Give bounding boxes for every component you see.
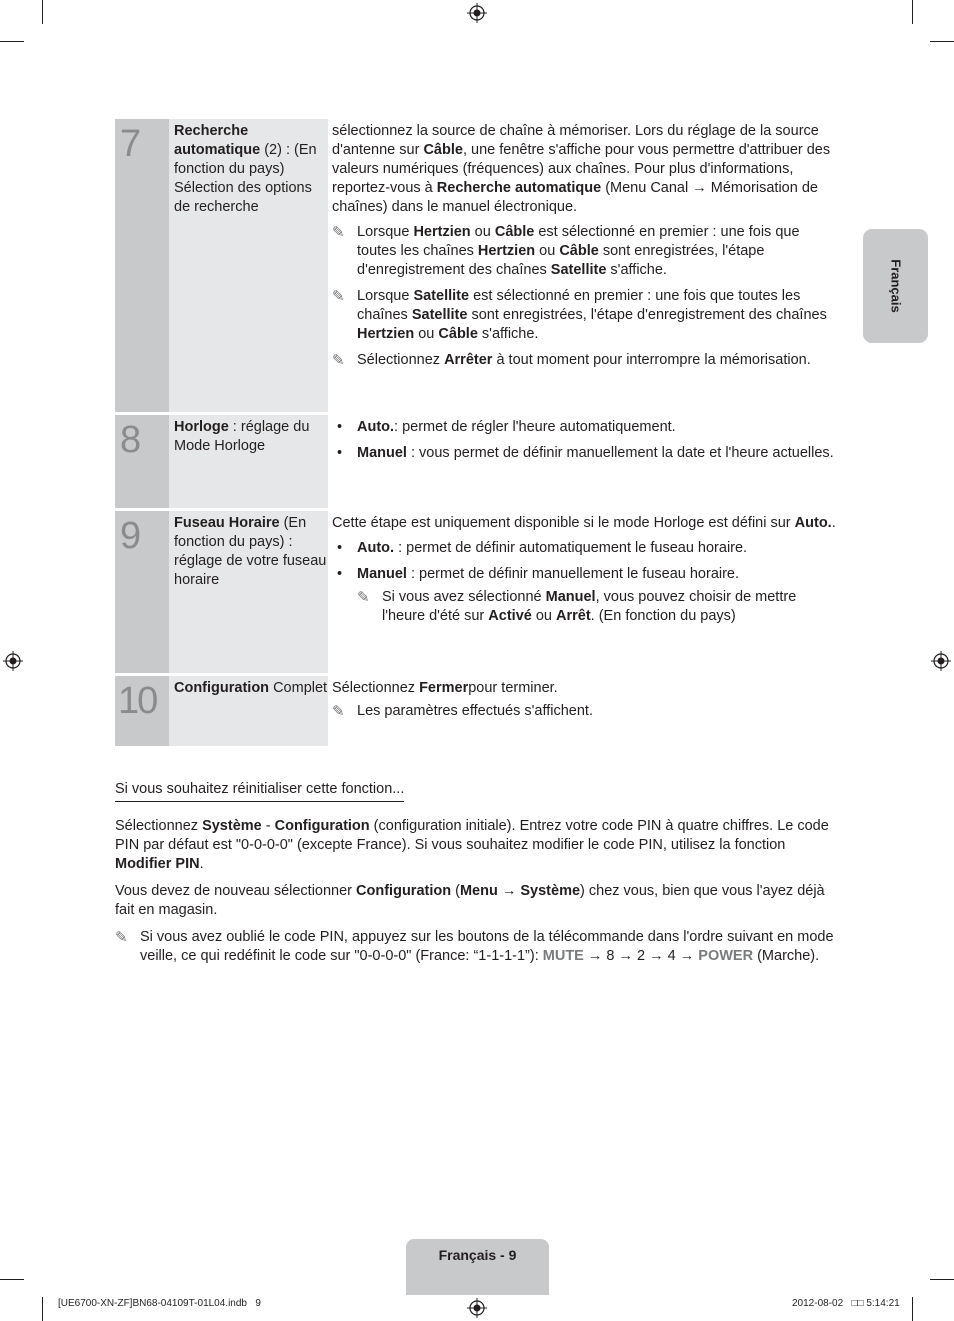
- crop-mark: [0, 41, 24, 42]
- step-note: ✎ Si vous avez sélectionné Manuel, vous pouvez choisir de mettre l'heure d'été sur Activé ou Arrêt. (En fonction du pays): [357, 589, 797, 624]
- step-note: ✎ Lorsque Satellite est sélectionné en premier : une fois que toutes les chaînes Satellite sont enregistrées, l'étape d'enregistrement des chaînes Hertzien ou Câble s'affiche.: [332, 288, 827, 342]
- step-label: [169, 415, 328, 508]
- bullet-icon: •: [337, 419, 343, 435]
- bullet-item: • Manuel : permet de définir manuellement le fuseau horaire.: [332, 565, 840, 584]
- reset-section: [115, 780, 840, 973]
- reset-section-title: Si vous souhaitez réinitialiser cette fonction...: [115, 780, 404, 802]
- crop-mark: [930, 1279, 954, 1280]
- registration-mark-icon: [3, 651, 23, 671]
- page-number-label: Français - 9: [438, 1247, 517, 1263]
- bullet-item: • Auto.: permet de régler l'heure automatiquement.: [332, 418, 840, 437]
- crop-mark: [912, 0, 913, 24]
- page-number-tab: [406, 1239, 549, 1295]
- step-label-bold: Horloge: [174, 419, 229, 435]
- step-note: ✎ Les paramètres effectués s'affichent.: [332, 703, 593, 720]
- pencil-note-icon: ✎: [357, 589, 370, 606]
- step-description: [328, 119, 840, 412]
- pencil-note-icon: ✎: [332, 224, 345, 241]
- step-intro: Sélectionnez Fermerpour terminer.: [332, 680, 558, 696]
- step-label-rest: : réglage du Mode Horloge: [174, 419, 310, 454]
- step-intro: sélectionnez la source de chaîne à mémoriser. Lors du réglage de la source d'antenne sur Câble, une fenêtre s'affiche pour vous permettre d'attribuer des valeurs numériques (fréquences) aux chaînes. Pour plus d'informations, reportez-vous à Recherche automatique (Menu Canal → Mémorisation de chaînes) dans le manuel électronique.: [332, 123, 831, 215]
- step-label-bold: Configuration: [174, 680, 270, 696]
- power-button-label: POWER: [698, 948, 754, 964]
- step-row-10: [115, 676, 840, 746]
- step-note: ✎ Lorsque Hertzien ou Câble est sélectionné en premier : une fois que toutes les chaînes Hertzien ou Câble sont enregistrées, l'étape d'enregistrement des chaînes Satellite s'affiche.: [332, 224, 800, 278]
- pencil-note-icon: ✎: [115, 929, 128, 946]
- crop-mark: [42, 0, 43, 24]
- crop-mark: [930, 41, 954, 42]
- step-number: 9: [115, 511, 169, 673]
- step-row-7: [115, 119, 840, 412]
- print-slug-left: [UE6700-XN-ZF]BN68-04109T-01L04.indb 9: [58, 1298, 261, 1309]
- language-side-tab: [863, 229, 928, 343]
- step-description: [328, 511, 840, 673]
- crop-mark: [0, 1279, 24, 1280]
- step-intro: Cette étape est uniquement disponible si le mode Horloge est défini sur Auto..: [332, 515, 836, 531]
- step-label-rest: (2) : (En fonction du pays) Sélection des options de recherche: [174, 142, 317, 215]
- pencil-note-icon: ✎: [332, 703, 345, 720]
- registration-mark-icon: [931, 651, 951, 671]
- reset-paragraph: Sélectionnez Système - Configuration (configuration initiale). Entrez votre code PIN à quatre chiffres. Le code PIN par défaut est "0-0-0-0" (excepte France). Si vous souhaitez modifier le code PIN, utilisez la fonction Modifier PIN.: [115, 818, 829, 872]
- reset-paragraph: Vous devez de nouveau sélectionner Configuration (Menu → Système) chez vous, bien que vous l'ayez déjà fait en magasin.: [115, 883, 825, 918]
- crop-mark: [912, 1297, 913, 1321]
- mute-button-label: MUTE: [542, 948, 584, 964]
- print-slug-right: 2012-08-02 □□ 5:14:21: [792, 1298, 900, 1309]
- bullet-icon: •: [337, 566, 343, 582]
- step-number: 8: [115, 415, 169, 508]
- step-note: ✎ Sélectionnez Arrêter à tout moment pour interrompre la mémorisation.: [332, 352, 811, 369]
- step-label-rest: Complet: [269, 680, 328, 696]
- registration-mark-icon: [467, 1298, 487, 1318]
- step-description: [328, 676, 840, 746]
- setup-steps-table: [115, 119, 840, 749]
- reset-note: ✎ Si vous avez oublié le code PIN, appuyez sur les boutons de la télécommande dans l'ordre suivant en mode veille, ce qui redéfinit le code sur "0-0-0-0" (France: “1-1-1-1”): MUTE → 8 → 2 → 4 → POWER (Marche).: [115, 929, 834, 964]
- registration-mark-icon: [467, 3, 487, 23]
- step-label-rest: (En fonction du pays) : réglage de votre fuseau horaire: [174, 515, 327, 588]
- step-number: 7: [115, 119, 169, 412]
- step-label: [169, 119, 328, 412]
- step-number: 10: [115, 676, 169, 746]
- bullet-icon: •: [337, 445, 343, 461]
- step-description: [328, 415, 840, 508]
- language-side-tab-label: Français: [888, 259, 903, 313]
- bullet-item: • Auto. : permet de définir automatiquement le fuseau horaire.: [332, 539, 840, 558]
- step-label-bold: Fuseau Horaire: [174, 515, 280, 531]
- step-row-9: [115, 511, 840, 673]
- step-row-8: [115, 415, 840, 508]
- bullet-icon: •: [337, 540, 343, 556]
- crop-mark: [42, 1297, 43, 1321]
- step-label: [169, 511, 328, 673]
- pencil-note-icon: ✎: [332, 352, 345, 369]
- bullet-item: • Manuel : vous permet de définir manuellement la date et l'heure actuelles.: [332, 444, 840, 463]
- pencil-note-icon: ✎: [332, 288, 345, 305]
- step-label-bold: Recherche automatique: [174, 123, 261, 158]
- step-label: [169, 676, 328, 746]
